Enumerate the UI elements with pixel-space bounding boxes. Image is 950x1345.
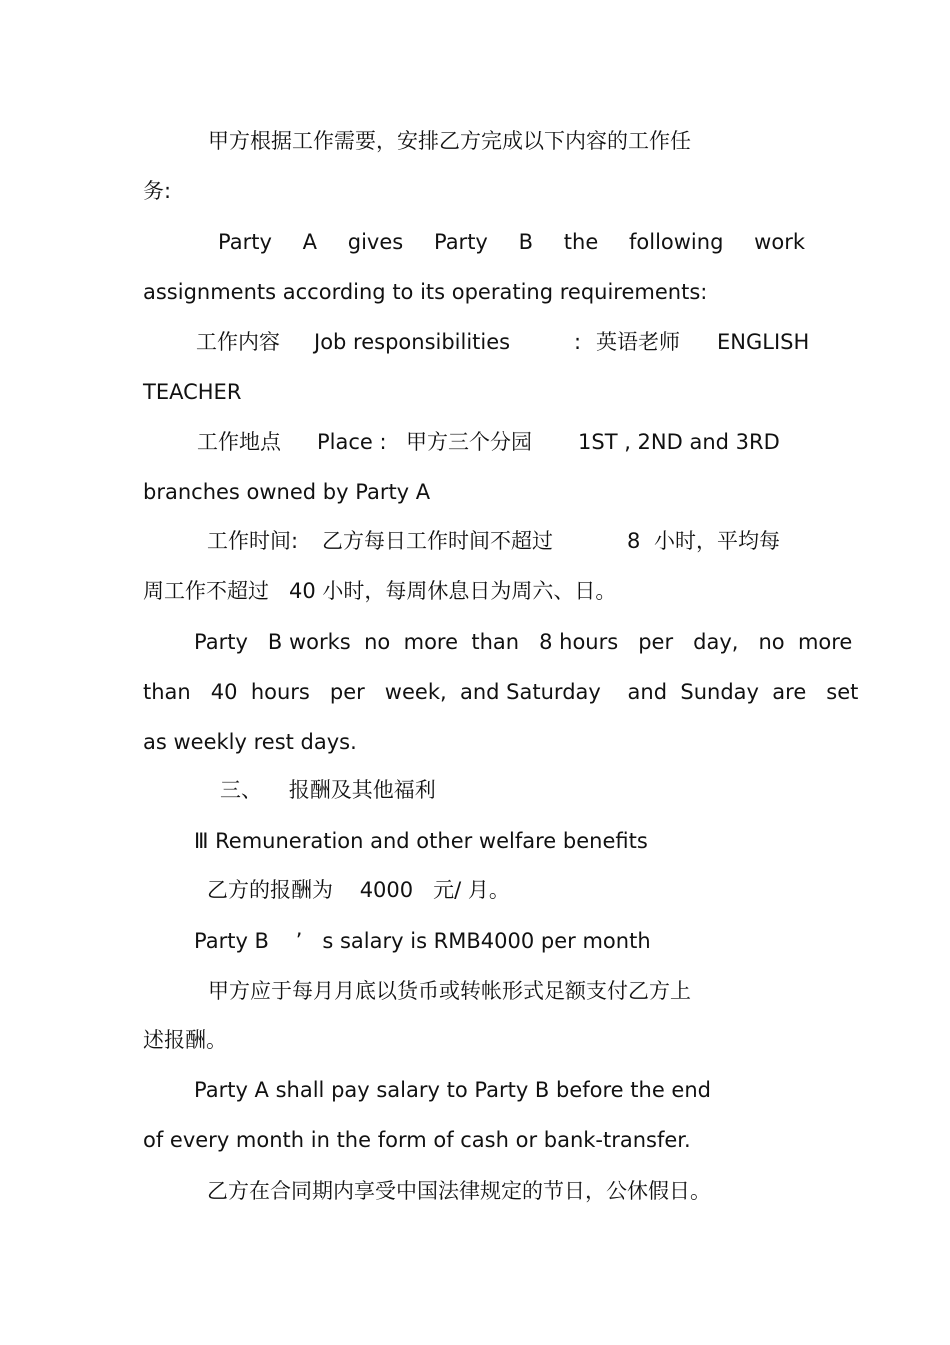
place-label-cn: 工作地点 [197,430,281,454]
job-value-en: ENGLISH [717,330,810,354]
paragraph-line: assignments according to its operating requirements: [143,280,708,304]
word: Party [218,230,272,254]
paragraph-line: 务: [143,179,172,203]
word: Party [433,230,488,254]
job-value-cn: 英语老师 [596,330,680,354]
paragraph-line: 乙方的报酬为 4000 元/ 月。 [207,878,510,902]
word: B [518,230,534,254]
place-value-cn: 甲方三个分园 [406,430,532,454]
place-label-en: Place : [317,430,387,454]
job-label-en: Job responsibilities [314,330,511,354]
word: work [754,230,805,254]
paragraph-line: TEACHER [143,380,242,404]
word: A [302,230,318,254]
paragraph-line: Party B works no more than 8 hours per day, no more [194,630,853,654]
word: gives [347,230,404,254]
paragraph-line: branches owned by Party A [143,480,431,504]
word: the [563,230,599,254]
paragraph-line: Party B ’ s salary is RMB4000 per month [194,929,651,953]
hours-text-cn: 乙方每日工作时间不超过 [322,529,553,553]
hours-rest-cn: 小时，平均每 [654,529,780,553]
paragraph-line: than 40 hours per week, and Saturday and Sunday are set [143,680,859,704]
paragraph-line: Party A shall pay salary to Party B before the end [194,1078,711,1102]
section-heading-cn: 三、 报酬及其他福利 [220,778,436,802]
hours-number: 8 [627,529,641,553]
paragraph-line: 述报酬。 [143,1028,227,1052]
paragraph-line: of every month in the form of cash or bank-transfer. [143,1128,691,1152]
paragraph-line: as weekly rest days. [143,730,357,754]
paragraph-line: 乙方在合同期内享受中国法律规定的节日，公休假日。 [207,1179,711,1203]
place-value-en: 1ST , 2ND and 3RD [578,430,780,454]
job-colon: : [574,330,582,354]
hours-label-cn: 工作时间: [207,529,299,553]
word: following [629,230,724,254]
job-label-cn: 工作内容 [196,330,280,354]
section-heading-en: Ⅲ Remuneration and other welfare benefits [194,829,648,853]
paragraph-line: 甲方根据工作需要，安排乙方完成以下内容的工作任 [208,129,691,153]
justified-line [218,227,805,257]
paragraph-line: 周工作不超过 40 小时，每周休息日为周六、日。 [143,579,617,603]
paragraph-line: 甲方应于每月月底以货币或转帐形式足额支付乙方上 [208,979,691,1003]
